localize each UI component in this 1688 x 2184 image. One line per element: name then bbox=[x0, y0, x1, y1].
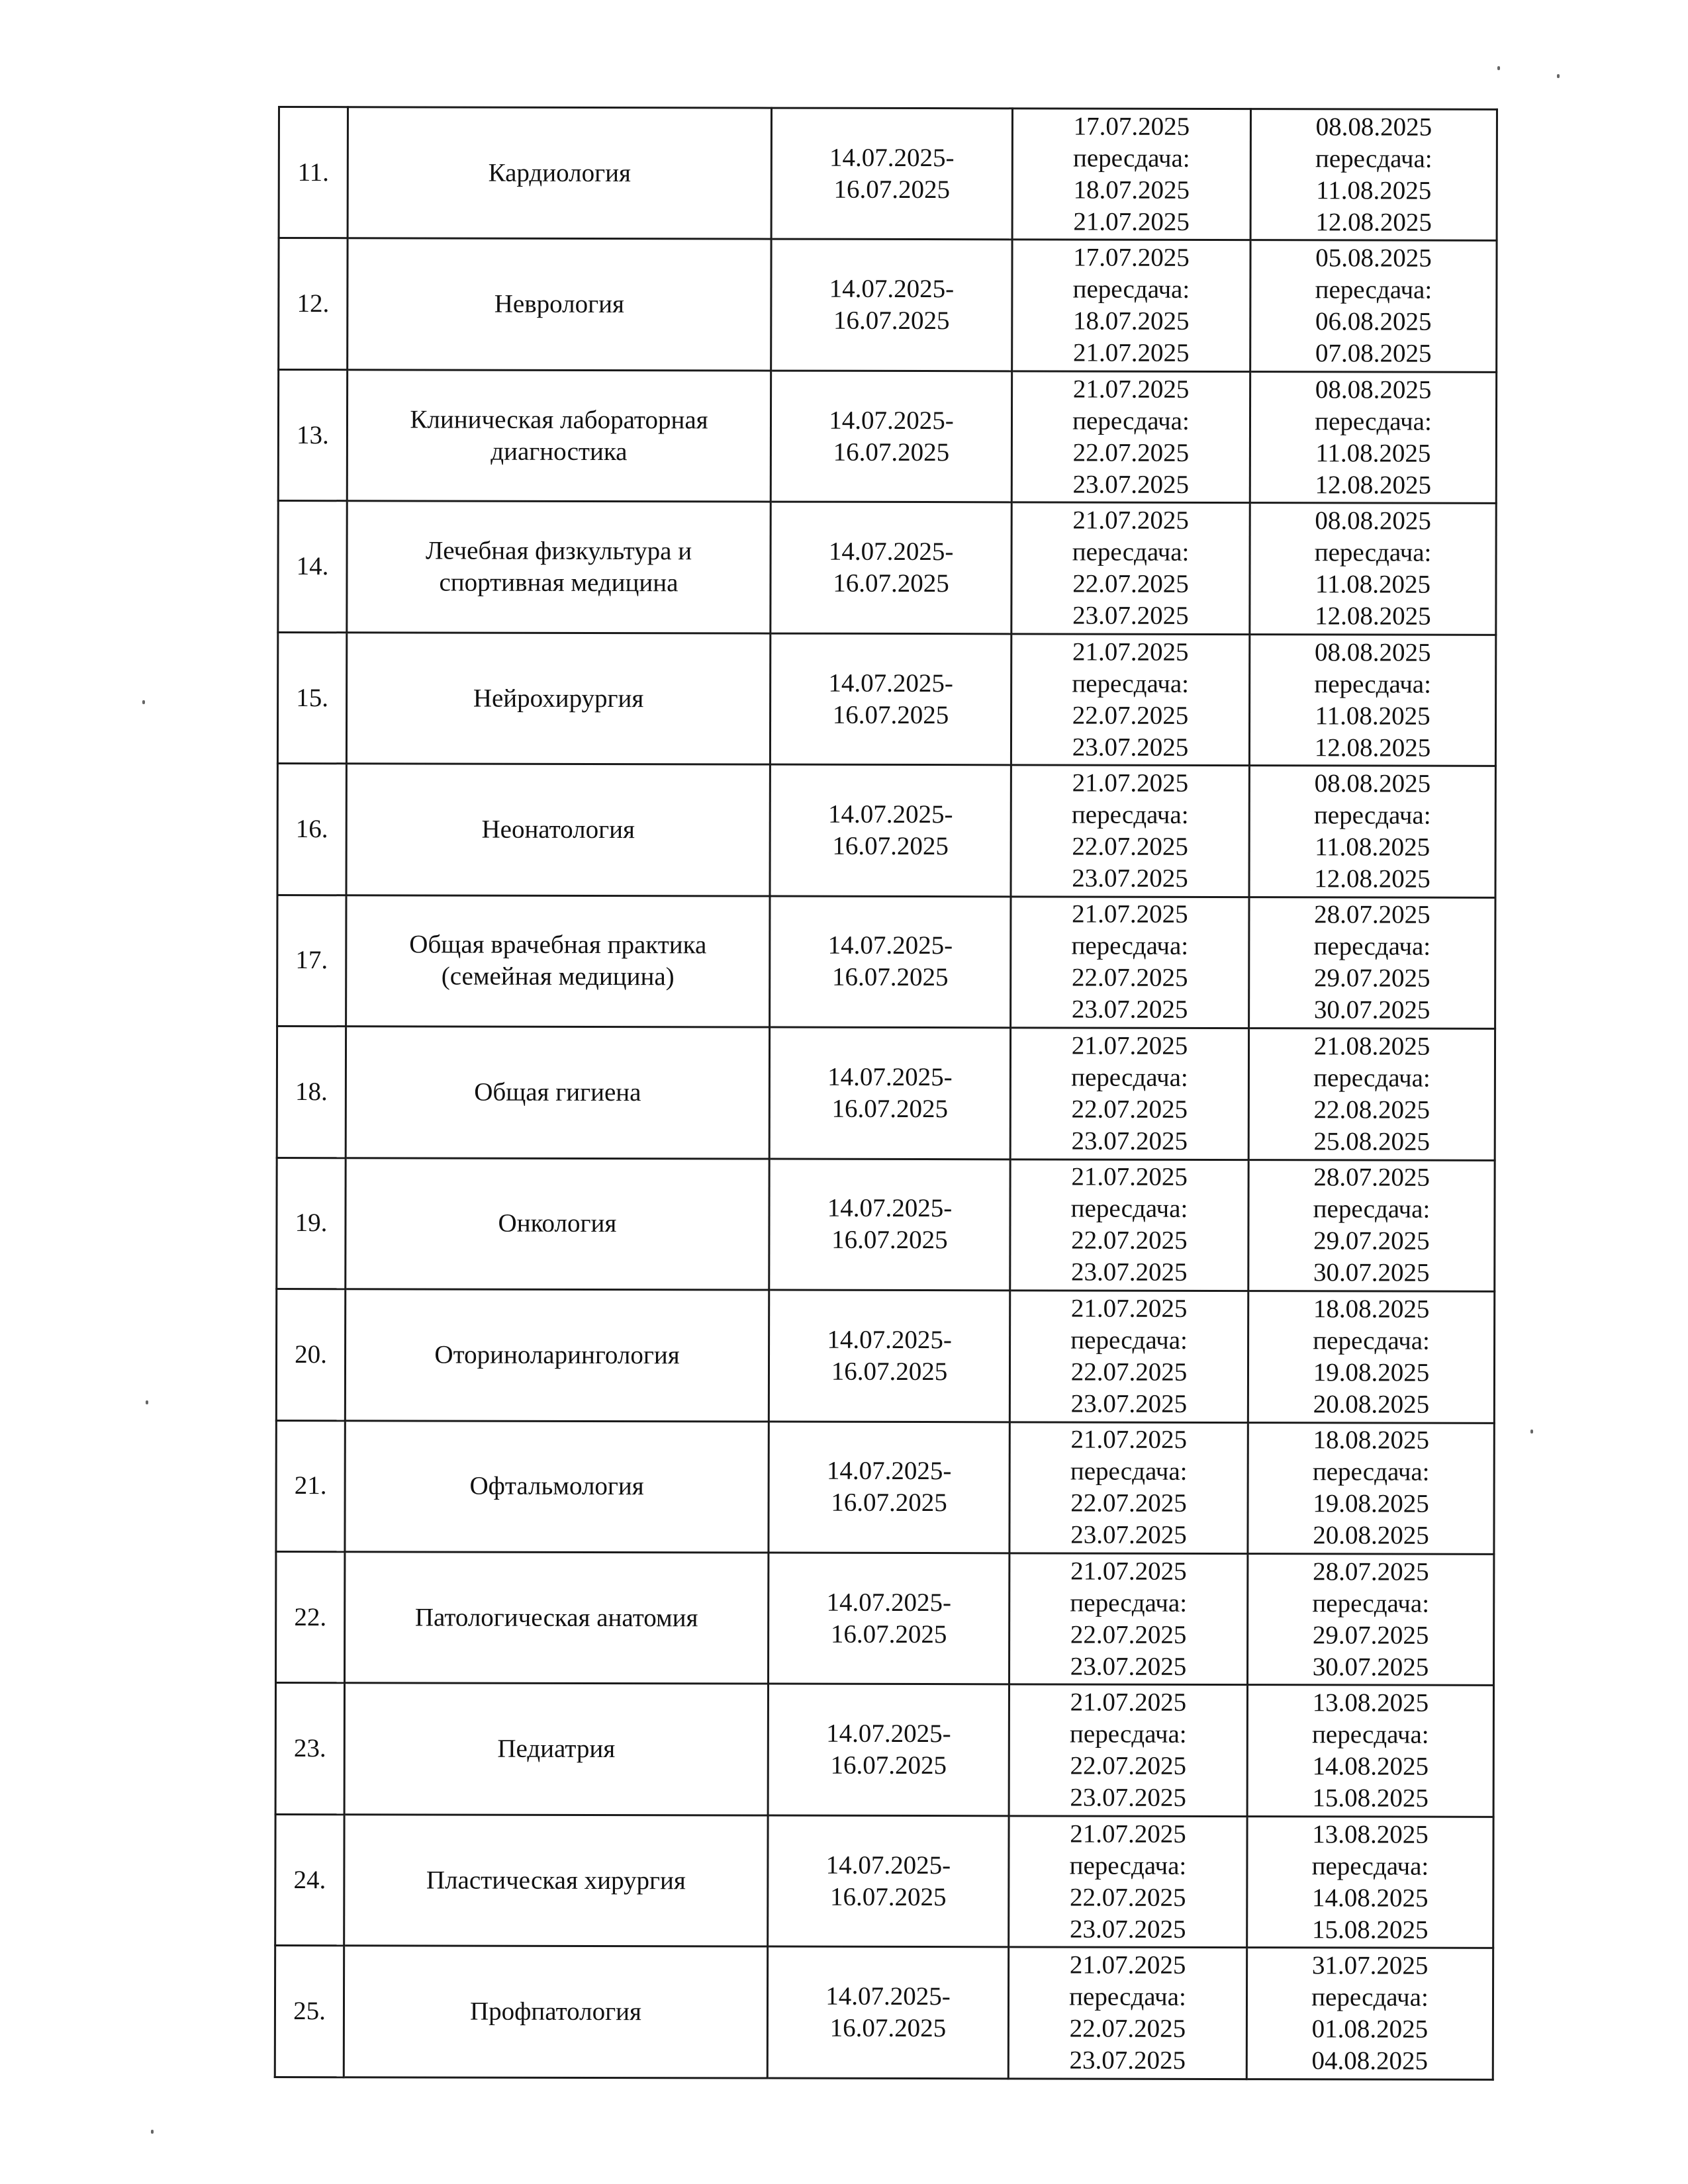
exam-dates-cell bbox=[1011, 634, 1249, 766]
specialty-name-cell bbox=[348, 238, 771, 371]
final-date-line: пересдача: bbox=[1314, 669, 1432, 699]
training-date-line: 14.07.2025- bbox=[827, 1062, 953, 1092]
exam-date-line: 22.07.2025 bbox=[1069, 2014, 1186, 2044]
final-date-line: пересдача: bbox=[1315, 144, 1432, 173]
table-row bbox=[277, 1158, 1495, 1291]
exam-dates-cell bbox=[1008, 1947, 1246, 2079]
final-date-line: пересдача: bbox=[1312, 1457, 1430, 1486]
final-date-line: 08.08.2025 bbox=[1315, 375, 1432, 404]
scan-speck bbox=[142, 700, 145, 704]
exam-date-line: 23.07.2025 bbox=[1070, 1520, 1187, 1550]
exam-date-line: 21.07.2025 bbox=[1069, 1950, 1186, 1980]
specialty-name-cell bbox=[345, 1420, 769, 1553]
exam-date-line: 21.07.2025 bbox=[1072, 506, 1189, 535]
training-date-line: 14.07.2025- bbox=[829, 143, 955, 172]
training-date-line: 16.07.2025 bbox=[831, 1357, 948, 1386]
row-number: 14. bbox=[278, 501, 347, 633]
table-row bbox=[276, 1420, 1494, 1554]
specialty-name-cell bbox=[346, 895, 770, 1027]
final-date-line: 30.07.2025 bbox=[1313, 1258, 1430, 1287]
table-row bbox=[279, 107, 1497, 241]
final-date-line: 30.07.2025 bbox=[1312, 1652, 1429, 1682]
exam-dates-cell bbox=[1011, 765, 1249, 897]
exam-date-line: 22.07.2025 bbox=[1071, 963, 1188, 993]
training-dates-cell bbox=[769, 1290, 1009, 1422]
specialty-name-cell bbox=[347, 501, 771, 633]
final-date-line: пересдача: bbox=[1314, 538, 1432, 567]
training-date-line: 16.07.2025 bbox=[830, 1619, 947, 1649]
final-date-line: пересдача: bbox=[1312, 1588, 1430, 1618]
training-date-line: 14.07.2025- bbox=[825, 1981, 951, 2011]
final-date-line: 18.08.2025 bbox=[1313, 1295, 1430, 1324]
exam-date-line: 22.07.2025 bbox=[1072, 569, 1189, 598]
training-date-line: 16.07.2025 bbox=[829, 2013, 947, 2043]
specialty-name-line: Кардиология bbox=[488, 158, 631, 187]
row-number: 25. bbox=[275, 1946, 344, 2077]
final-date-line: пересдача: bbox=[1313, 1195, 1430, 1224]
final-date-line: 11.08.2025 bbox=[1315, 833, 1430, 862]
exam-dates-cell bbox=[1011, 502, 1250, 634]
exam-date-line: пересдача: bbox=[1070, 1588, 1188, 1617]
final-dates-cell bbox=[1249, 897, 1495, 1028]
specialty-name-cell bbox=[346, 1158, 769, 1290]
specialty-name-cell bbox=[348, 107, 771, 240]
table-row bbox=[277, 1026, 1495, 1160]
scan-speck bbox=[1557, 74, 1560, 78]
exam-dates-cell bbox=[1012, 240, 1250, 371]
training-date-line: 16.07.2025 bbox=[830, 1751, 947, 1780]
exam-dates-cell bbox=[1011, 371, 1250, 503]
training-date-line: 16.07.2025 bbox=[833, 306, 950, 336]
training-date-line: 16.07.2025 bbox=[831, 963, 949, 992]
exam-date-line: 21.07.2025 bbox=[1070, 1294, 1188, 1323]
final-date-line: пересдача: bbox=[1313, 932, 1431, 962]
row-number: 17. bbox=[277, 895, 346, 1026]
exam-dates-cell bbox=[1012, 109, 1250, 240]
exam-date-line: 22.07.2025 bbox=[1071, 1226, 1188, 1255]
training-date-line: 14.07.2025- bbox=[826, 1456, 952, 1486]
exam-date-line: 18.07.2025 bbox=[1073, 175, 1190, 205]
final-date-line: 05.08.2025 bbox=[1315, 244, 1432, 273]
exam-date-line: пересдача: bbox=[1071, 800, 1189, 829]
final-date-line: пересдача: bbox=[1313, 1326, 1430, 1355]
final-date-line: 12.08.2025 bbox=[1315, 470, 1432, 500]
final-date-line: пересдача: bbox=[1311, 1983, 1429, 2012]
final-date-line: 28.07.2025 bbox=[1313, 1163, 1430, 1192]
table-row bbox=[277, 764, 1495, 897]
final-dates-cell bbox=[1249, 766, 1495, 897]
exam-date-line: 23.07.2025 bbox=[1069, 1915, 1186, 1944]
final-date-line: 15.08.2025 bbox=[1312, 1784, 1429, 1813]
exam-date-line: пересдача: bbox=[1072, 275, 1190, 304]
specialty-name-cell bbox=[347, 370, 771, 502]
exam-date-line: 22.07.2025 bbox=[1071, 1095, 1188, 1124]
table-row bbox=[278, 501, 1496, 635]
final-date-line: 19.08.2025 bbox=[1313, 1358, 1430, 1387]
final-date-line: пересдача: bbox=[1311, 1720, 1429, 1749]
scan-speck bbox=[1530, 1430, 1533, 1433]
exam-dates-cell bbox=[1010, 1159, 1248, 1291]
final-dates-cell bbox=[1250, 503, 1496, 635]
training-dates-cell bbox=[769, 1027, 1010, 1159]
exam-date-line: 21.07.2025 bbox=[1070, 1819, 1186, 1848]
specialty-name-line: Неонатология bbox=[481, 815, 635, 844]
scan-speck bbox=[146, 1400, 148, 1404]
training-date-line: 14.07.2025- bbox=[825, 1850, 951, 1880]
final-date-line: пересдача: bbox=[1311, 1851, 1429, 1881]
final-date-line: 12.08.2025 bbox=[1314, 733, 1431, 762]
final-dates-cell bbox=[1250, 371, 1496, 503]
training-dates-cell bbox=[769, 1422, 1009, 1553]
exam-date-line: 21.07.2025 bbox=[1070, 1425, 1188, 1455]
specialty-name-line: Педиатрия bbox=[497, 1734, 616, 1764]
table-row bbox=[275, 1946, 1493, 2080]
exam-date-line: пересдача: bbox=[1071, 1063, 1188, 1092]
exam-date-line: 23.07.2025 bbox=[1071, 1126, 1188, 1156]
final-date-line: 11.08.2025 bbox=[1315, 570, 1431, 599]
final-dates-cell bbox=[1250, 109, 1497, 241]
training-date-line: 14.07.2025- bbox=[829, 274, 955, 304]
exam-date-line: пересдача: bbox=[1069, 1982, 1186, 2012]
table-row bbox=[277, 632, 1495, 766]
final-dates-cell bbox=[1248, 1028, 1495, 1160]
exam-dates-cell bbox=[1009, 1553, 1248, 1685]
final-date-line: пересдача: bbox=[1315, 275, 1432, 304]
training-date-line: 16.07.2025 bbox=[833, 175, 951, 204]
final-date-line: 14.08.2025 bbox=[1312, 1883, 1429, 1913]
exam-date-line: 22.07.2025 bbox=[1072, 438, 1190, 467]
exam-dates-cell bbox=[1009, 1422, 1248, 1553]
exam-date-line: пересдача: bbox=[1070, 1326, 1188, 1355]
specialty-name-line: Онкология bbox=[498, 1209, 617, 1238]
final-dates-cell bbox=[1248, 1160, 1495, 1291]
training-dates-cell bbox=[768, 1815, 1009, 1947]
specialty-name-cell bbox=[346, 633, 770, 765]
training-dates-cell bbox=[771, 108, 1012, 240]
row-number: 12. bbox=[279, 238, 348, 370]
specialty-name-line: Офтальмология bbox=[469, 1471, 644, 1501]
specialty-name-line: спортивная медицина bbox=[439, 568, 679, 598]
final-date-line: 29.07.2025 bbox=[1313, 964, 1430, 993]
final-date-line: 12.08.2025 bbox=[1315, 208, 1432, 237]
exam-date-line: 23.07.2025 bbox=[1070, 1389, 1188, 1418]
exam-date-line: пересдача: bbox=[1072, 669, 1190, 698]
specialty-name-cell bbox=[344, 1683, 768, 1815]
final-date-line: 13.08.2025 bbox=[1312, 1819, 1429, 1849]
training-dates-cell bbox=[768, 1684, 1009, 1815]
final-date-line: 29.07.2025 bbox=[1312, 1620, 1429, 1650]
specialty-name-line: Патологическая анатомия bbox=[414, 1603, 698, 1633]
final-date-line: 08.08.2025 bbox=[1315, 113, 1432, 142]
specialty-name-cell bbox=[346, 764, 770, 896]
exam-date-line: 21.07.2025 bbox=[1072, 768, 1189, 797]
exam-dates-cell bbox=[1009, 1816, 1247, 1948]
exam-date-line: 23.07.2025 bbox=[1071, 1257, 1188, 1287]
specialty-name-cell bbox=[346, 1026, 769, 1159]
row-number: 16. bbox=[277, 764, 346, 895]
exam-date-line: 21.07.2025 bbox=[1071, 1031, 1188, 1060]
exam-date-line: 23.07.2025 bbox=[1072, 601, 1189, 630]
final-dates-cell bbox=[1248, 1422, 1494, 1554]
final-date-line: 12.08.2025 bbox=[1314, 864, 1430, 893]
final-date-line: пересдача: bbox=[1313, 801, 1431, 830]
training-dates-cell bbox=[771, 502, 1011, 633]
training-dates-cell bbox=[769, 1159, 1010, 1291]
training-dates-cell bbox=[767, 1946, 1008, 2078]
training-date-line: 14.07.2025- bbox=[827, 1325, 952, 1354]
training-date-line: 16.07.2025 bbox=[832, 700, 949, 729]
row-number: 15. bbox=[277, 632, 346, 764]
table-row bbox=[277, 895, 1495, 1028]
final-date-line: 13.08.2025 bbox=[1312, 1688, 1429, 1717]
exam-date-line: 23.07.2025 bbox=[1072, 864, 1188, 893]
training-dates-cell bbox=[770, 764, 1011, 896]
training-date-line: 16.07.2025 bbox=[831, 1226, 948, 1255]
final-date-line: 04.08.2025 bbox=[1311, 2046, 1429, 2075]
final-dates-cell bbox=[1249, 634, 1495, 766]
final-date-line: 08.08.2025 bbox=[1314, 637, 1431, 667]
training-date-line: 16.07.2025 bbox=[833, 569, 949, 598]
scan-speck bbox=[151, 2130, 154, 2134]
final-date-line: 31.07.2025 bbox=[1311, 1951, 1429, 1980]
exam-date-line: 23.07.2025 bbox=[1072, 470, 1190, 499]
final-date-line: 29.07.2025 bbox=[1313, 1226, 1430, 1255]
exam-date-line: 21.07.2025 bbox=[1072, 899, 1188, 929]
training-dates-cell bbox=[769, 1553, 1009, 1684]
exam-date-line: 22.07.2025 bbox=[1070, 1620, 1187, 1649]
training-date-line: 16.07.2025 bbox=[831, 1488, 947, 1518]
specialty-name-line: диагностика bbox=[491, 437, 628, 466]
training-date-line: 14.07.2025- bbox=[827, 931, 953, 960]
training-dates-cell bbox=[770, 633, 1011, 765]
final-date-line: 11.08.2025 bbox=[1316, 176, 1432, 205]
row-number: 13. bbox=[278, 369, 347, 501]
final-date-line: 30.07.2025 bbox=[1313, 995, 1430, 1025]
schedule-body bbox=[275, 107, 1497, 2080]
final-date-line: 18.08.2025 bbox=[1313, 1426, 1430, 1455]
specialty-name-line: Профпатология bbox=[469, 1997, 641, 2026]
exam-date-line: 23.07.2025 bbox=[1070, 1783, 1186, 1813]
exam-date-line: 22.07.2025 bbox=[1070, 1357, 1188, 1387]
exam-dates-cell bbox=[1009, 1291, 1248, 1422]
exam-date-line: 21.07.2025 bbox=[1072, 375, 1190, 404]
exam-date-line: 21.07.2025 bbox=[1073, 207, 1190, 236]
final-date-line: 11.08.2025 bbox=[1315, 701, 1430, 731]
specialty-name-line: Общая врачебная практика bbox=[409, 930, 707, 960]
final-date-line: 19.08.2025 bbox=[1313, 1489, 1429, 1518]
exam-date-line: 22.07.2025 bbox=[1070, 1488, 1187, 1518]
training-date-line: 16.07.2025 bbox=[833, 437, 950, 467]
exam-date-line: 18.07.2025 bbox=[1073, 306, 1190, 336]
final-date-line: 15.08.2025 bbox=[1311, 1915, 1429, 1944]
exam-date-line: 23.07.2025 bbox=[1070, 1652, 1187, 1681]
final-dates-cell bbox=[1247, 1685, 1493, 1817]
training-date-line: 14.07.2025- bbox=[827, 1194, 953, 1223]
exam-date-line: 21.07.2025 bbox=[1072, 338, 1190, 368]
exam-date-line: 22.07.2025 bbox=[1072, 832, 1188, 861]
specialty-name-line: Пластическая хирургия bbox=[426, 1866, 686, 1895]
training-dates-cell bbox=[771, 371, 1011, 502]
final-date-line: 06.08.2025 bbox=[1315, 307, 1432, 336]
training-date-line: 14.07.2025- bbox=[828, 668, 953, 698]
exam-date-line: 21.07.2025 bbox=[1070, 1688, 1187, 1717]
row-number: 19. bbox=[277, 1158, 346, 1289]
scan-speck bbox=[1497, 66, 1500, 70]
table-row bbox=[276, 1551, 1494, 1685]
exam-date-line: пересдача: bbox=[1071, 931, 1189, 961]
exam-date-line: пересдача: bbox=[1070, 1194, 1188, 1224]
exam-dates-cell bbox=[1010, 1028, 1248, 1160]
final-dates-cell bbox=[1250, 240, 1497, 372]
specialty-name-cell bbox=[345, 1552, 769, 1684]
row-number: 11. bbox=[279, 107, 348, 239]
specialty-name-line: Нейрохирургия bbox=[473, 684, 644, 713]
exam-date-line: пересдача: bbox=[1070, 1457, 1188, 1486]
exam-date-line: пересдача: bbox=[1069, 1851, 1187, 1880]
final-dates-cell bbox=[1248, 1554, 1494, 1686]
specialty-name-cell bbox=[344, 1946, 767, 2078]
final-date-line: 01.08.2025 bbox=[1311, 2015, 1429, 2044]
final-date-line: пересдача: bbox=[1315, 406, 1432, 436]
training-date-line: 14.07.2025- bbox=[826, 1588, 952, 1617]
training-date-line: 14.07.2025- bbox=[826, 1719, 951, 1749]
exam-date-line: пересдача: bbox=[1069, 1719, 1187, 1749]
exam-date-line: 22.07.2025 bbox=[1070, 1751, 1187, 1781]
training-dates-cell bbox=[770, 896, 1011, 1028]
table-row bbox=[275, 1683, 1493, 1817]
exam-date-line: пересдача: bbox=[1072, 406, 1190, 435]
row-number: 22. bbox=[276, 1551, 345, 1683]
exam-date-line: 22.07.2025 bbox=[1070, 1883, 1186, 1912]
row-number: 21. bbox=[276, 1420, 345, 1552]
final-date-line: 25.08.2025 bbox=[1313, 1127, 1430, 1156]
exam-date-line: пересдача: bbox=[1072, 537, 1190, 567]
exam-date-line: 21.07.2025 bbox=[1071, 1162, 1188, 1192]
training-dates-cell bbox=[771, 240, 1012, 371]
final-date-line: 12.08.2025 bbox=[1315, 602, 1431, 631]
exam-dates-cell bbox=[1011, 897, 1249, 1028]
final-date-line: 21.08.2025 bbox=[1313, 1032, 1430, 1061]
specialty-name-cell bbox=[344, 1815, 768, 1947]
training-date-line: 16.07.2025 bbox=[830, 1882, 947, 1911]
final-date-line: 07.08.2025 bbox=[1315, 339, 1432, 368]
training-date-line: 16.07.2025 bbox=[831, 1094, 949, 1124]
training-date-line: 14.07.2025- bbox=[828, 537, 954, 567]
table-row bbox=[279, 238, 1497, 372]
exam-date-line: 23.07.2025 bbox=[1071, 995, 1188, 1024]
final-dates-cell bbox=[1247, 1816, 1493, 1948]
final-date-line: 08.08.2025 bbox=[1315, 506, 1431, 535]
training-date-line: 14.07.2025- bbox=[827, 799, 953, 829]
specialty-name-line: Лечебная физкультура и bbox=[425, 536, 692, 566]
final-date-line: 14.08.2025 bbox=[1312, 1752, 1429, 1781]
exam-date-line: пересдача: bbox=[1072, 144, 1190, 173]
schedule-table bbox=[274, 106, 1498, 2081]
exam-dates-cell bbox=[1009, 1684, 1247, 1816]
exam-date-line: 21.07.2025 bbox=[1070, 1557, 1187, 1586]
row-number: 20. bbox=[276, 1289, 345, 1421]
final-date-line: 28.07.2025 bbox=[1313, 1557, 1429, 1586]
final-date-line: 11.08.2025 bbox=[1315, 438, 1431, 468]
final-date-line: 28.07.2025 bbox=[1314, 900, 1430, 930]
specialty-name-line: Оториноларингология bbox=[434, 1340, 680, 1370]
row-number: 18. bbox=[277, 1026, 346, 1158]
exam-date-line: 21.07.2025 bbox=[1072, 637, 1189, 666]
training-date-line: 16.07.2025 bbox=[832, 831, 949, 861]
final-date-line: 20.08.2025 bbox=[1313, 1390, 1430, 1419]
row-number: 24. bbox=[275, 1814, 344, 1946]
table-row bbox=[275, 1814, 1493, 1948]
final-date-line: пересдача: bbox=[1313, 1064, 1430, 1093]
specialty-name-cell bbox=[345, 1289, 769, 1422]
final-dates-cell bbox=[1248, 1291, 1494, 1423]
specialty-name-line: Клиническая лабораторная bbox=[410, 405, 708, 434]
exam-date-line: 17.07.2025 bbox=[1073, 112, 1190, 141]
specialty-name-line: (семейная медицина) bbox=[441, 962, 675, 991]
final-date-line: 20.08.2025 bbox=[1313, 1521, 1429, 1550]
specialty-name-line: Общая гигиена bbox=[474, 1077, 641, 1107]
specialty-name-line: Неврология bbox=[494, 289, 624, 319]
exam-date-line: 22.07.2025 bbox=[1072, 701, 1189, 730]
training-date-line: 14.07.2025- bbox=[829, 406, 954, 435]
exam-date-line: 23.07.2025 bbox=[1072, 733, 1189, 762]
row-number: 23. bbox=[275, 1683, 344, 1815]
final-date-line: 22.08.2025 bbox=[1313, 1095, 1430, 1124]
table-row bbox=[278, 369, 1496, 503]
table-row bbox=[276, 1289, 1494, 1423]
final-dates-cell bbox=[1246, 1948, 1493, 2079]
exam-date-line: 17.07.2025 bbox=[1073, 243, 1190, 273]
exam-date-line: 23.07.2025 bbox=[1069, 2046, 1186, 2075]
final-date-line: 08.08.2025 bbox=[1314, 769, 1431, 798]
